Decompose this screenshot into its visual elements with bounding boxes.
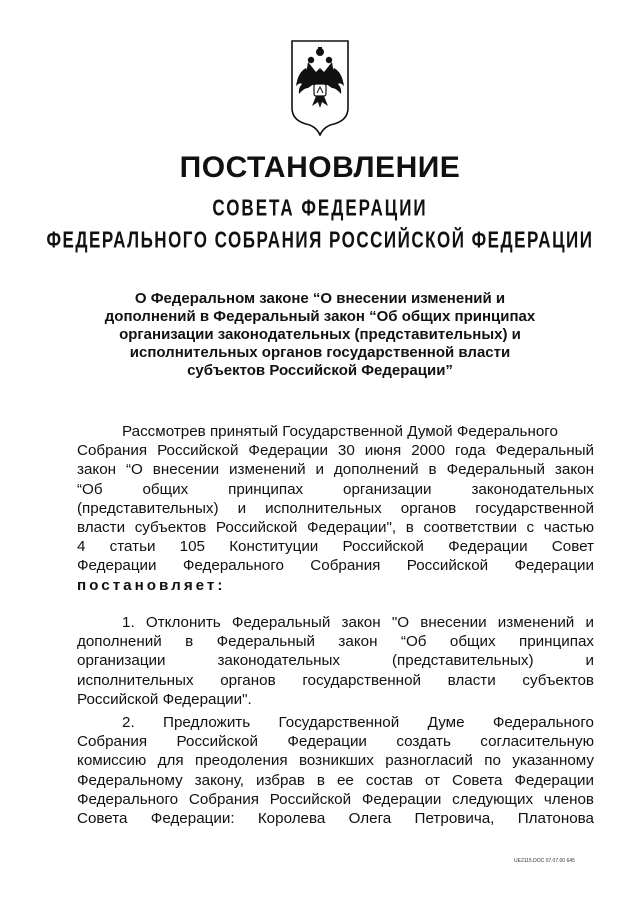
text-line: дополнений в Федеральный закон “Об общих принципах [77,633,594,651]
text-line: 2. Предложить Государственной Думе Федерального [122,714,594,731]
text-line: Рассмотрев принятый Государственной Думой Федерального [122,423,558,440]
text-line: (представительных) и исполнительных органов государственной [77,499,594,517]
text-line: комиссию для преодоления возникших разногласий по указанному [77,752,594,770]
text-line: Федерации Федерального Собрания Российской Федерации [77,557,594,575]
text-line: организации законодательных (представительных) и [77,652,594,670]
text-line: “Об общих принципах организации законодательных [77,480,594,498]
text-line: Российской Федерации". [77,690,252,708]
preamble-paragraph [77,422,594,595]
subject-line: О Федеральном законе “О внесении изменений и [134,290,506,307]
text-line: власти субъектов Российской Федерации", в соответствии с частью [77,519,594,537]
resolution-item-2 [77,713,594,828]
document-title: ПОСТАНОВЛЕНИЕ [179,151,461,184]
document-subject [95,290,545,380]
text-line: Собрания Российской Федерации создать согласительную [77,733,594,751]
document-footer-code: UE2115.DOC 07.07.00 645 [514,858,575,864]
russian-coat-of-arms-icon [288,38,352,136]
resolution-item-1 [77,613,594,709]
text-line: Совета Федерации: Королева Олега Петровича, Платонова [77,810,594,828]
text-line: исполнительных органов государственной власти субъектов [77,671,594,689]
subject-line: исполнительных органов государственной власти [129,344,511,361]
resolution-word: постановляет: [77,576,226,594]
text-line: закон “О внесении изменений и дополнений в Федеральный закон [77,461,594,479]
issuer-line-2: ФЕДЕРАЛЬНОГО СОБРАНИЯ РОССИЙСКОЙ ФЕДЕРАЦИИ [46,227,594,253]
text-line: Федерального Собрания Российской Федерации следующих членов [77,790,594,808]
text-line: Федеральному закону, избрав в ее состав от Совета Федерации [77,771,594,789]
text-line: Собрания Российской Федерации 30 июня 2000 года Федеральный [77,442,594,460]
text-line: 4 статьи 105 Конституции Российской Федерации Совет [77,538,594,556]
subject-line: организации законодательных (представительных) и [119,326,521,343]
text-line: 1. Отклонить Федеральный закон "О внесении изменений и [122,614,594,631]
subject-line: субъектов Российской Федерации” [187,362,453,379]
subject-line: дополнений в Федеральный закон “Об общих принципах [104,308,536,325]
issuer-line-1: СОВЕТА ФЕДЕРАЦИИ [212,195,428,221]
